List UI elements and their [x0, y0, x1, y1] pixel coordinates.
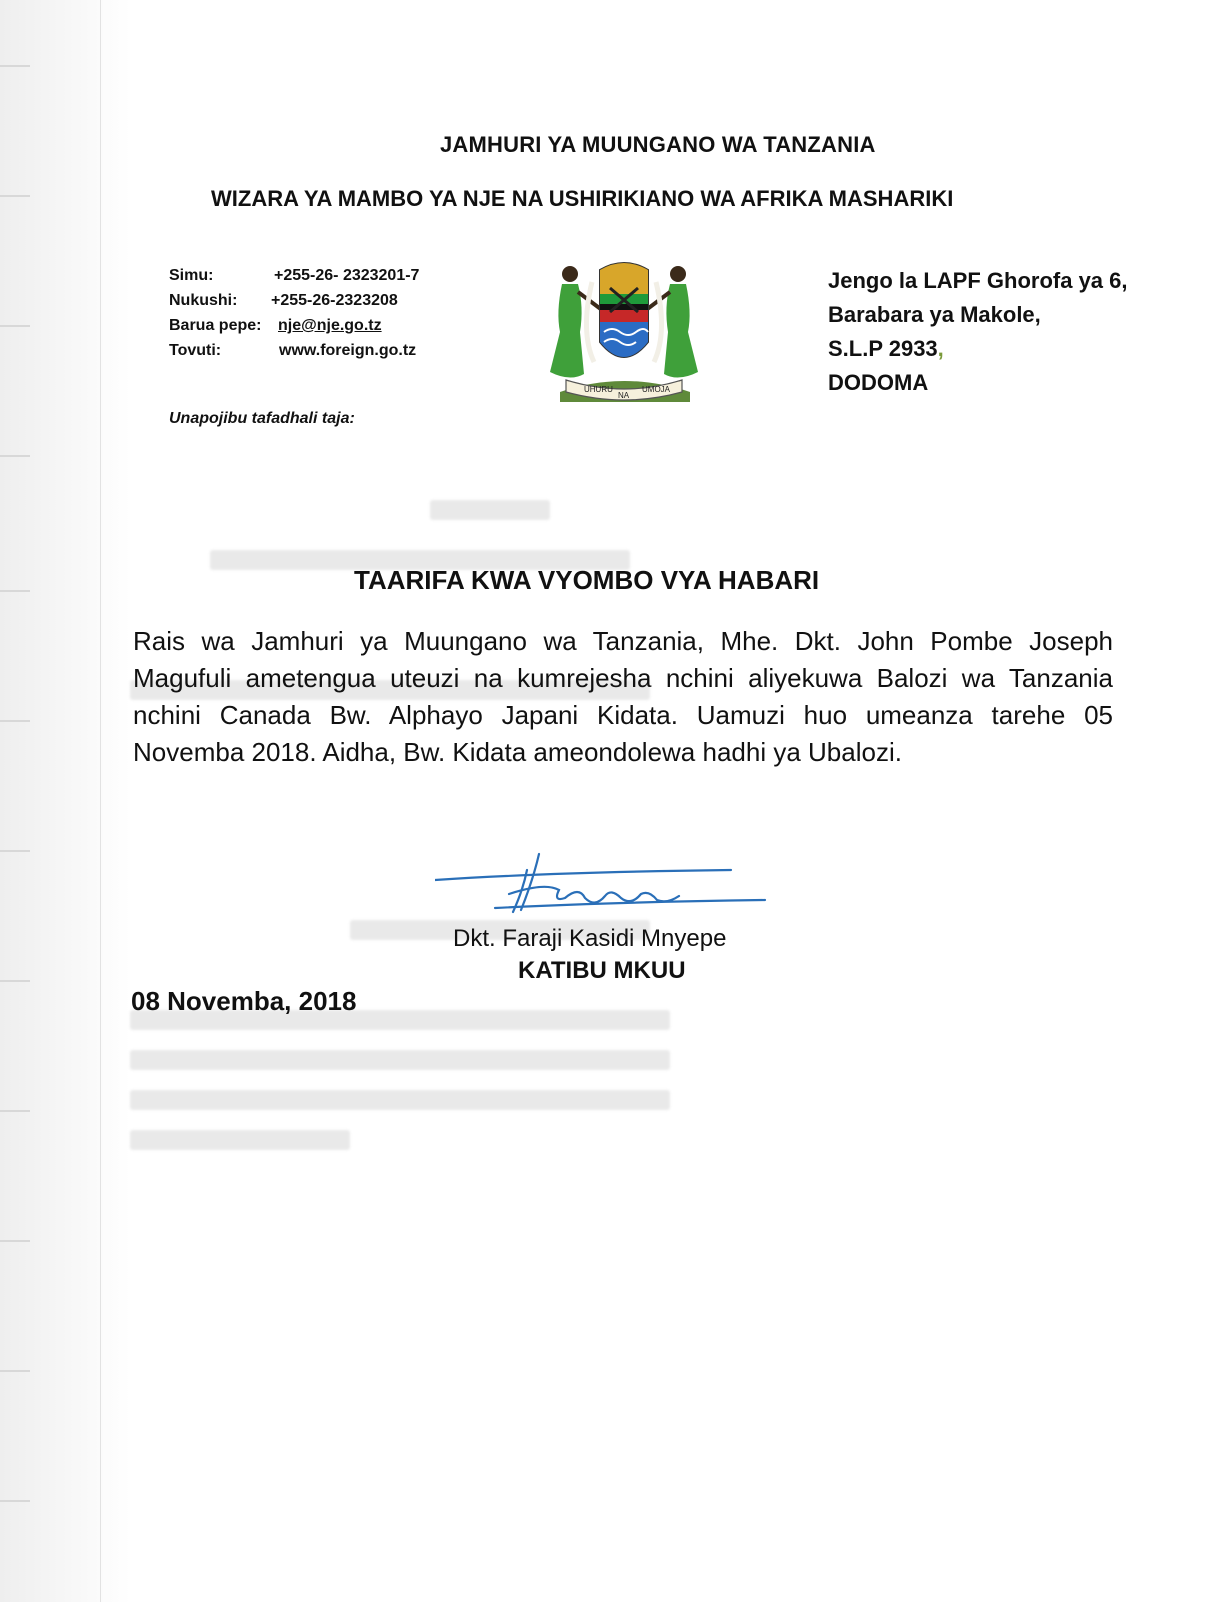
address-line-1: Jengo la LAPF Ghorofa ya 6, — [828, 268, 1128, 293]
coat-of-arms-icon — [540, 252, 708, 410]
fax-label: Nukushi: — [169, 292, 238, 309]
address-line-2: Barabara ya Makole, — [828, 302, 1041, 327]
motto-mid: NA — [618, 391, 630, 400]
scan-margin-mark — [0, 195, 30, 197]
address-line-3 — [828, 332, 1128, 366]
address-line-4: DODOMA — [828, 370, 929, 395]
scan-margin-mark — [0, 455, 30, 457]
fax-value: +255-26-2323208 — [271, 292, 398, 309]
scan-margin-mark — [0, 590, 30, 592]
scan-margin-mark — [0, 980, 30, 982]
scan-margin-mark — [0, 1240, 30, 1242]
motto-right: UMOJA — [642, 385, 670, 394]
scan-edge-line — [100, 0, 101, 1602]
scan-margin-mark — [0, 1370, 30, 1372]
website-value[interactable]: www.foreign.go.tz — [279, 342, 417, 359]
signer-name: Dkt. Faraji Kasidi Mnyepe — [453, 925, 727, 952]
signer-position: KATIBU MKUU — [518, 957, 686, 984]
po-box-comma: , — [937, 336, 944, 361]
address-block — [828, 264, 1128, 400]
scan-margin-mark — [0, 1110, 30, 1112]
email-label: Barua pepe: — [169, 317, 262, 334]
scan-margin-mark — [0, 325, 30, 327]
ministry-heading: WIZARA YA MAMBO YA NJE NA USHIRIKIANO WA AFRIKA MASHARIKI — [211, 186, 954, 211]
scan-margin-mark — [0, 850, 30, 852]
press-release-title: TAARIFA KWA VYOMBO VYA HABARI — [354, 565, 820, 595]
press-release-body: Rais wa Jamhuri ya Muungano wa Tanzania, Mhe. Dkt. John Pombe Joseph Magufuli ametengua uteuzi na kumrejesha nchini aliyekuwa Balozi wa Tanzania nchini Canada Bw. Alphayo Japani Kidata. Uamuzi huo umeanza tarehe 05 Novemba 2018. Aidha, Bw. Kidata ameondolewa hadhi ya Ubalozi. — [133, 626, 1113, 767]
phone-value: +255-26- 2323201-7 — [274, 267, 420, 284]
document-date: 08 Novemba, 2018 — [131, 986, 357, 1016]
republic-heading-text: JAMHURI YA MUUNGANO WA TANZANIA — [440, 132, 876, 157]
po-box: S.L.P 2933 — [828, 336, 938, 361]
scan-margin-mark — [0, 1500, 30, 1502]
scan-margin-mark — [0, 720, 30, 722]
motto-left: UHURU — [584, 385, 613, 394]
phone-label: Simu: — [169, 267, 214, 284]
handwritten-signature-icon — [435, 850, 775, 930]
scan-margin-mark — [0, 65, 30, 67]
website-label: Tovuti: — [169, 342, 222, 359]
email-link[interactable]: nje@nje.go.tz — [278, 317, 382, 334]
reply-reference-note: Unapojibu tafadhali taja: — [169, 410, 355, 427]
